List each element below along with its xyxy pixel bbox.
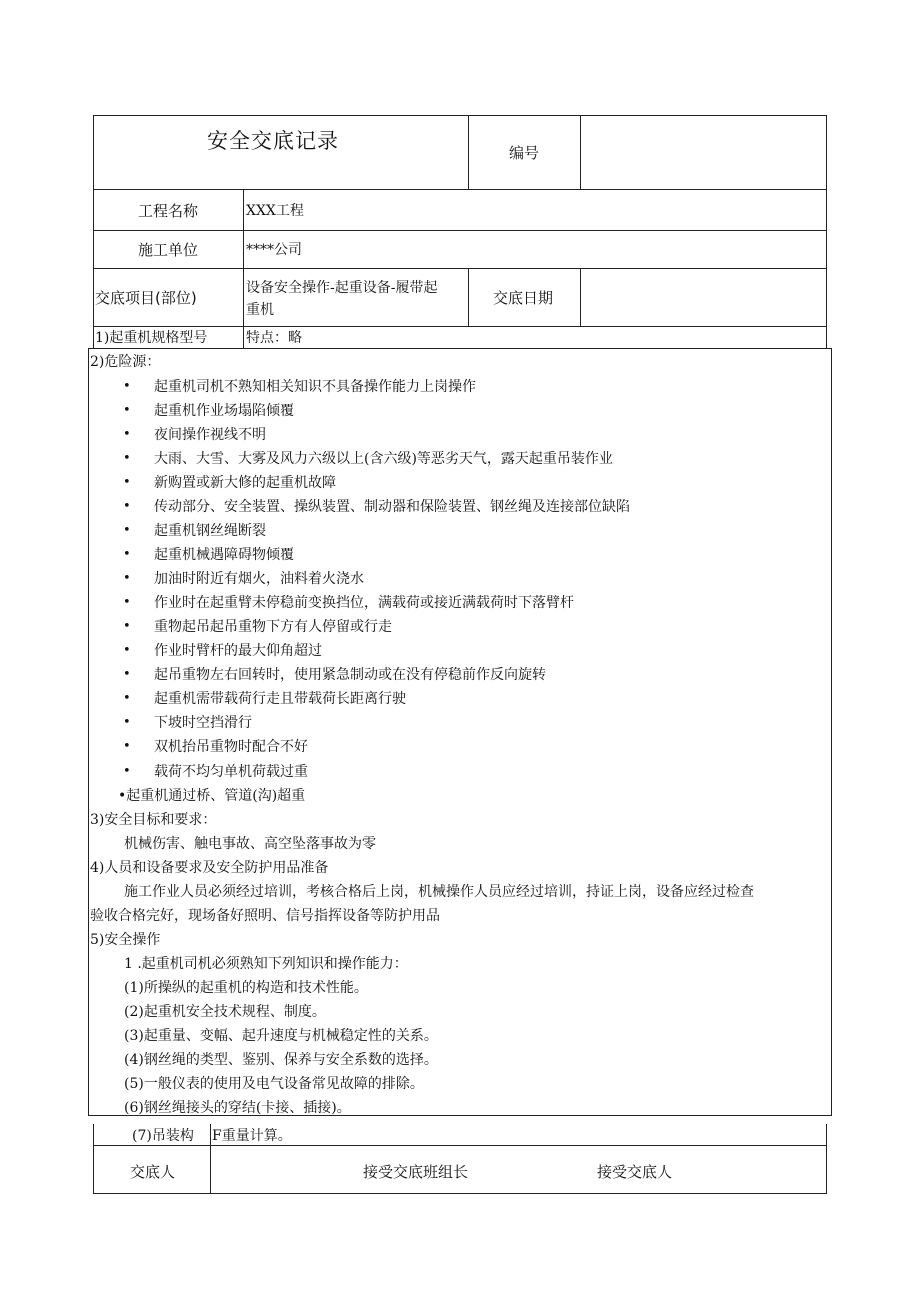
hazard-text: 作业时臂杆的最大仰角超过 bbox=[154, 643, 322, 659]
operation-item: (3)起重量、变幅、起升速度与机械稳定性的关系。 bbox=[124, 1028, 438, 1044]
bullet-icon: • bbox=[123, 739, 131, 754]
bullet-icon: • bbox=[123, 547, 131, 562]
spec-value[interactable]: 特点：略 bbox=[246, 330, 302, 346]
number-value[interactable] bbox=[590, 143, 820, 163]
goals-text: 机械伤害、触电事故、高空坠落事故为零 bbox=[124, 836, 376, 852]
hazard-text: 新购置或新大修的起重机故障 bbox=[154, 475, 336, 491]
date-value[interactable] bbox=[590, 288, 820, 308]
hazard-text: 起重机司机不熟知相关知识不具备操作能力上岗操作 bbox=[154, 379, 476, 395]
hazard-text: 起重机需带载荷行走且带载荷长距离行驶 bbox=[154, 691, 406, 707]
bullet-icon: • bbox=[123, 475, 131, 490]
hazards-heading: 2)危险源： bbox=[90, 354, 161, 370]
number-label: 编号 bbox=[509, 144, 540, 162]
bullet-icon: • bbox=[123, 715, 131, 730]
bullet-icon: • bbox=[123, 427, 131, 442]
bullet-icon: • bbox=[123, 403, 131, 418]
item-value-line1[interactable]: 设备安全操作-起重设备-履带起 bbox=[246, 280, 438, 296]
operation-item: (2)起重机安全技术规程、制度。 bbox=[124, 1004, 326, 1020]
personnel-heading: 4)人员和设备要求及安全防护用品准备 bbox=[90, 860, 329, 876]
hazard-text: 重物起吊起吊重物下方有人停留或行走 bbox=[154, 619, 392, 635]
bullet-icon: • bbox=[123, 523, 131, 538]
hazard-text: 双机抬吊重物时配合不好 bbox=[154, 739, 308, 755]
document-title: 安全交底记录 bbox=[207, 129, 339, 153]
hazard-text: 起吊重物左右回转时，使用紧急制动或在没有停稳前作反向旋转 bbox=[154, 667, 546, 683]
bullet-icon: • bbox=[123, 764, 131, 779]
team-leader-label: 接受交底班组长 bbox=[363, 1163, 469, 1181]
bullet-icon: • bbox=[123, 451, 131, 466]
goals-heading: 3)安全目标和要求： bbox=[90, 812, 217, 828]
date-label: 交底日期 bbox=[493, 289, 554, 307]
operation-item7-left: (7)吊装构 bbox=[132, 1128, 194, 1144]
operation-intro: 1 .起重机司机必须熟知下列知识和操作能力： bbox=[124, 956, 408, 972]
hazard-text: 起重机作业场塌陷倾覆 bbox=[154, 403, 294, 419]
operation-heading: 5)安全操作 bbox=[90, 932, 161, 948]
hazard-last-item: •起重机通过桥、管道(沟)超重 bbox=[118, 788, 306, 804]
bullet-icon: • bbox=[123, 619, 131, 634]
operation-item: (1)所操纵的起重机的构造和技术性能。 bbox=[124, 980, 368, 996]
unit-value[interactable]: ****公司 bbox=[246, 242, 302, 258]
hazard-text: 传动部分、安全装置、操纵装置、制动器和保险装置、钢丝绳及连接部位缺陷 bbox=[154, 499, 630, 515]
operation-item7-right: F重量计算。 bbox=[212, 1128, 292, 1144]
unit-label: 施工单位 bbox=[138, 241, 199, 259]
hazard-text: 加油时附近有烟火，油料着火浇水 bbox=[154, 571, 364, 587]
bullet-icon: • bbox=[123, 595, 131, 610]
hazard-text: 起重机钢丝绳断裂 bbox=[154, 523, 266, 539]
bullet-icon: • bbox=[123, 691, 131, 706]
bullet-icon: • bbox=[123, 379, 131, 394]
receiver-label: 接受交底人 bbox=[597, 1163, 673, 1181]
personnel-line2: 验收合格完好，现场备好照明、信号指挥设备等防护用品 bbox=[90, 908, 440, 924]
hazard-text: 夜间操作视线不明 bbox=[154, 427, 266, 443]
bullet-icon: • bbox=[123, 643, 131, 658]
hazard-text: 起重机械遇障碍物倾覆 bbox=[154, 547, 294, 563]
bullet-icon: • bbox=[123, 667, 131, 682]
project-name-label: 工程名称 bbox=[138, 202, 199, 220]
personnel-line1: 施工作业人员必须经过培训，考核合格后上岗，机械操作人员应经过培训，持证上岗，设备应经过检查 bbox=[124, 884, 754, 900]
bullet-icon: • bbox=[123, 571, 131, 586]
item-value-line2[interactable]: 重机 bbox=[246, 302, 274, 318]
hazard-text: 作业时在起重臂未停稳前变换挡位，满载荷或接近满载荷时下落臂杆 bbox=[154, 595, 574, 611]
operation-item: (6)钢丝绳接头的穿结(卡接、插接)。 bbox=[124, 1100, 351, 1116]
hazard-text: 下坡时空挡滑行 bbox=[154, 715, 252, 731]
item-label: 交底项目(部位) bbox=[95, 289, 197, 307]
hazard-text: 大雨、大雪、大雾及风力六级以上(含六级)等恶劣天气，露天起重吊装作业 bbox=[154, 451, 613, 467]
presenter-label: 交底人 bbox=[130, 1163, 176, 1181]
operation-item: (5)一般仪表的使用及电气设备常见故障的排除。 bbox=[124, 1076, 424, 1092]
project-name-value[interactable]: XXX工程 bbox=[246, 203, 304, 219]
bullet-icon: • bbox=[123, 499, 131, 514]
hazard-text: 载荷不均匀单机荷载过重 bbox=[154, 764, 308, 780]
spec-label: 1)起重机规格型号 bbox=[95, 330, 208, 346]
operation-item: (4)钢丝绳的类型、鉴别、保养与安全系数的选择。 bbox=[124, 1052, 438, 1068]
